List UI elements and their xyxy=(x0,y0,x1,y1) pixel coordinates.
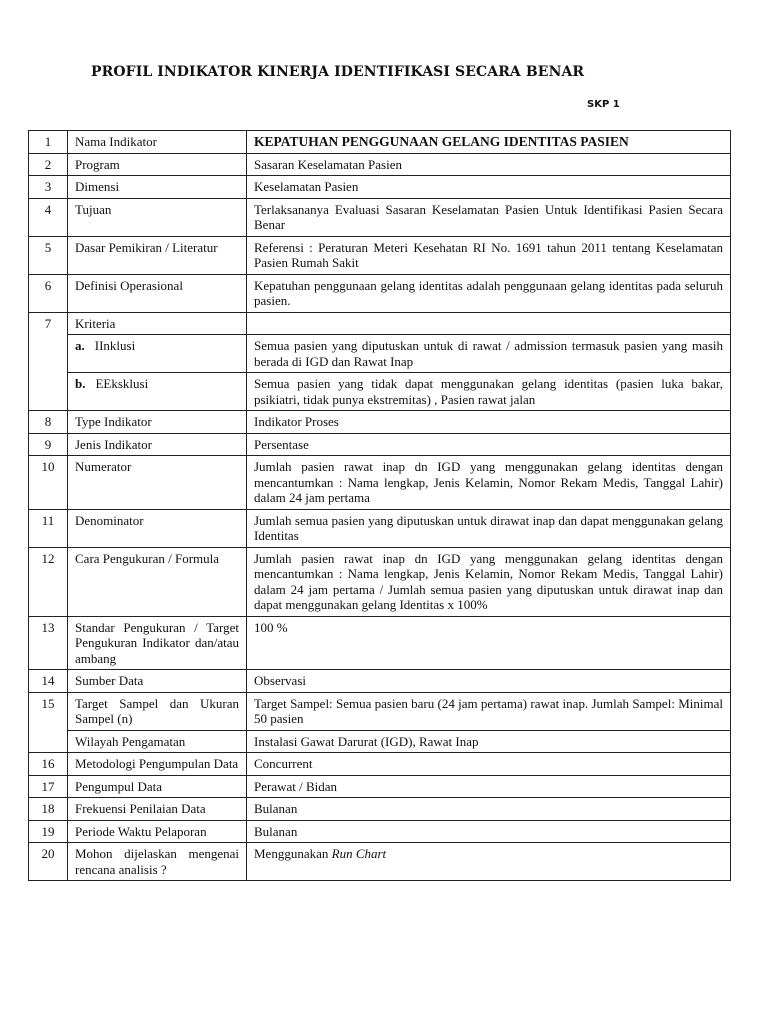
row-label: Definisi Operasional xyxy=(68,274,247,312)
indicator-profile-table xyxy=(28,130,731,881)
table-row xyxy=(29,411,731,434)
row-number: 8 xyxy=(29,411,68,434)
table-row xyxy=(29,456,731,510)
row-number: 20 xyxy=(29,843,68,881)
row-value: Instalasi Gawat Darurat (IGD), Rawat Inap xyxy=(247,730,731,753)
row-value: Perawat / Bidan xyxy=(247,775,731,798)
row-label: Kriteria xyxy=(68,312,247,335)
table-row xyxy=(29,433,731,456)
table-row xyxy=(29,730,731,753)
row-value: Persentase xyxy=(247,433,731,456)
row-value: Referensi : Peraturan Meteri Kesehatan RI No. 1691 tahun 2011 tentang Keselamatan Pasien Rumah Sakit xyxy=(247,236,731,274)
table-row xyxy=(29,670,731,693)
row-label: Mohon dijelaskan mengenai rencana analisis ? xyxy=(68,843,247,881)
table-row xyxy=(29,692,731,730)
row-label: Periode Waktu Pelaporan xyxy=(68,820,247,843)
table-row xyxy=(29,335,731,373)
row-value: Kepatuhan penggunaan gelang identitas adalah penggunaan gelang identitas pada seluruh pasien. xyxy=(247,274,731,312)
row-number: 1 xyxy=(29,131,68,154)
row-label: Numerator xyxy=(68,456,247,510)
table-row xyxy=(29,274,731,312)
row-number: 16 xyxy=(29,753,68,776)
row-number: 17 xyxy=(29,775,68,798)
row-number: 13 xyxy=(29,616,68,670)
row-number: 18 xyxy=(29,798,68,821)
row-number: 14 xyxy=(29,670,68,693)
row-value: 100 % xyxy=(247,616,731,670)
row-label: Cara Pengukuran / Formula xyxy=(68,547,247,616)
row-value: Indikator Proses xyxy=(247,411,731,434)
row-value: Target Sampel: Semua pasien baru (24 jam pertama) rawat inap. Jumlah Sampel: Minimal 50 pasien xyxy=(247,692,731,730)
row-number: 5 xyxy=(29,236,68,274)
table-row xyxy=(29,547,731,616)
row-label: Dasar Pemikiran / Literatur xyxy=(68,236,247,274)
row-value: Observasi xyxy=(247,670,731,693)
row-value xyxy=(247,312,731,335)
table-row xyxy=(29,798,731,821)
row-label: Sumber Data xyxy=(68,670,247,693)
table-row xyxy=(29,775,731,798)
row-number: 10 xyxy=(29,456,68,510)
row-value: Keselamatan Pasien xyxy=(247,176,731,199)
row-number: 4 xyxy=(29,198,68,236)
row-value: Bulanan xyxy=(247,820,731,843)
row-label: Metodologi Pengumpulan Data xyxy=(68,753,247,776)
row-value: Semua pasien yang diputuskan untuk di rawat / admission termasuk pasien yang masih berada di IGD dan Rawat Inap xyxy=(247,335,731,373)
table-row xyxy=(29,843,731,881)
table-row xyxy=(29,176,731,199)
row-label: Frekuensi Penilaian Data xyxy=(68,798,247,821)
row-value: Jumlah pasien rawat inap dn IGD yang menggunakan gelang identitas dengan mencantumkan : Nama lengkap, Jenis Kelamin, Nomor Rekam Medis, Tanggal Lahir) dalam 24 jam pertama xyxy=(247,456,731,510)
table-row xyxy=(29,312,731,335)
row-label: Dimensi xyxy=(68,176,247,199)
row-number: 19 xyxy=(29,820,68,843)
row-label: Pengumpul Data xyxy=(68,775,247,798)
row-label: Type Indikator xyxy=(68,411,247,434)
row-number: 9 xyxy=(29,433,68,456)
row-number: 6 xyxy=(29,274,68,312)
table-row xyxy=(29,753,731,776)
row-label: Jenis Indikator xyxy=(68,433,247,456)
row-label: Wilayah Pengamatan xyxy=(68,730,247,753)
row-label: Target Sampel dan Ukuran Sampel (n) xyxy=(68,692,247,730)
row-value: KEPATUHAN PENGGUNAAN GELANG IDENTITAS PASIEN xyxy=(247,131,731,154)
row-number: 7 xyxy=(29,312,68,411)
table-row xyxy=(29,820,731,843)
row-label: Denominator xyxy=(68,509,247,547)
sub-label: IInklusi xyxy=(94,338,136,353)
sub-letter: b. xyxy=(75,376,86,391)
table-row xyxy=(29,153,731,176)
row-label: Nama Indikator xyxy=(68,131,247,154)
row-value: Sasaran Keselamatan Pasien xyxy=(247,153,731,176)
row-label-exclusion xyxy=(68,373,247,411)
row-value: Jumlah semua pasien yang diputuskan untuk dirawat inap dan dapat menggunakan gelang Identitas xyxy=(247,509,731,547)
row-value: Concurrent xyxy=(247,753,731,776)
row-value: Jumlah pasien rawat inap dn IGD yang menggunakan gelang identitas dengan mencantumkan : Nama lengkap, Jenis Kelamin, Nomor Rekam Medis, Tanggal Lahir) dalam 24 jam pertama / Jumlah semua pasien yang diputuskan untuk dirawat inap dan dapat menggunakan gelang Identitas x 100% xyxy=(247,547,731,616)
row-value: Bulanan xyxy=(247,798,731,821)
document-code: SKP 1 xyxy=(587,99,620,110)
row-number: 11 xyxy=(29,509,68,547)
row-value: Semua pasien yang tidak dapat menggunakan gelang identitas (pasien luka bakar, psikiatri, tidak punya ekstremitas) , Pasien rawat jalan xyxy=(247,373,731,411)
row-label-inclusion xyxy=(68,335,247,373)
row-number: 12 xyxy=(29,547,68,616)
table-row xyxy=(29,373,731,411)
sub-letter: a. xyxy=(75,338,85,353)
document-title: PROFIL INDIKATOR KINERJA IDENTIFIKASI SECARA BENAR xyxy=(91,64,585,80)
table-row xyxy=(29,198,731,236)
table-row xyxy=(29,509,731,547)
row-number: 2 xyxy=(29,153,68,176)
row-label: Tujuan xyxy=(68,198,247,236)
table-row xyxy=(29,616,731,670)
row-number: 3 xyxy=(29,176,68,199)
sub-label: EEksklusi xyxy=(95,376,149,391)
row-value: Terlaksananya Evaluasi Sasaran Keselamatan Pasien Untuk Identifikasi Pasien Secara Benar xyxy=(247,198,731,236)
row-label: Program xyxy=(68,153,247,176)
row-value xyxy=(247,843,731,881)
value-prefix: Menggunakan xyxy=(254,846,332,861)
table-row xyxy=(29,131,731,154)
value-italic: Run Chart xyxy=(331,846,387,861)
row-label: Standar Pengukuran / Target Pengukuran Indikator dan/atau ambang xyxy=(68,616,247,670)
row-number: 15 xyxy=(29,692,68,753)
table-row xyxy=(29,236,731,274)
